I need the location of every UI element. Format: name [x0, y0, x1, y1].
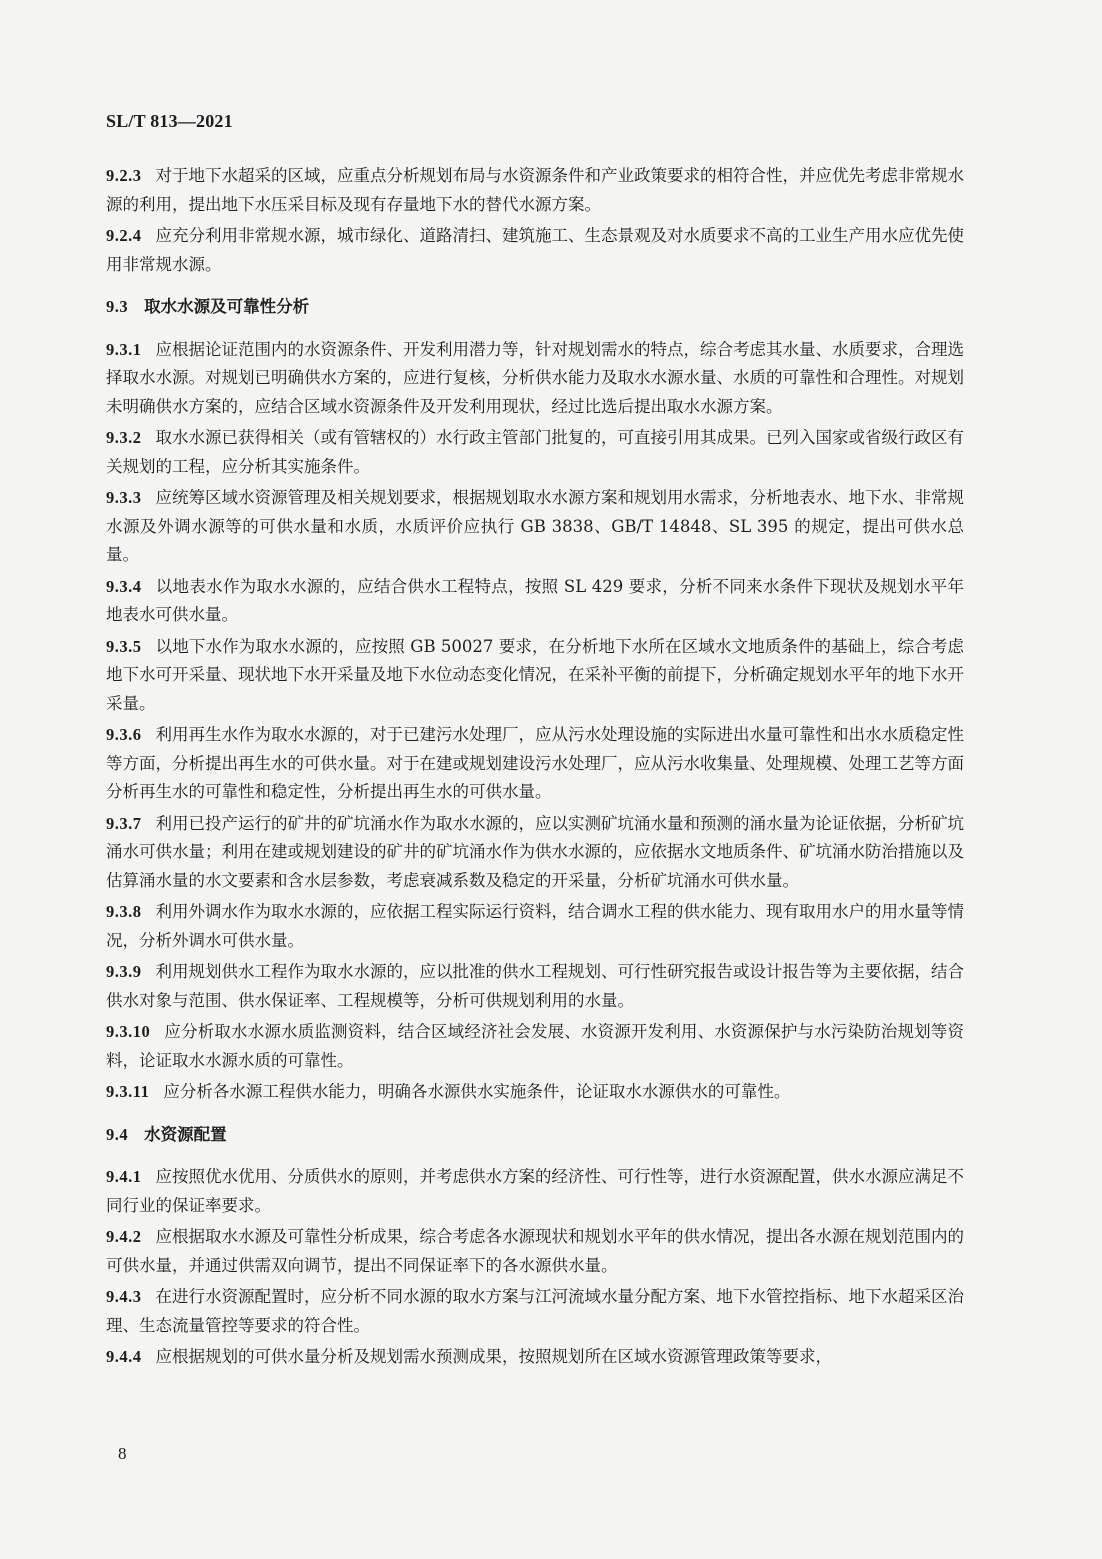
clause-text: 应根据论证范围内的水资源条件、开发利用潜力等，针对规划需水的特点，综合考虑其水量、水质要求，合理选择取水水源。对规划已明确供水方案的，应进行复核，分析供水能力及取水水源水量、水质的可靠性和合理性。对规划未明确供水方案的，应结合区域水资源条件及开发利用现状，经过比选后提出取水水源方案。: [106, 339, 964, 416]
clause-text: 应根据规划的可供水量分析及规划需水预测成果，按照规划所在区域水资源管理政策等要求，: [155, 1347, 832, 1366]
clause-number: 9.4.3: [106, 1287, 142, 1306]
clause-9-2-4: [106, 222, 964, 279]
clause-number: 9.3.5: [106, 636, 142, 656]
clause-number: 9.3.7: [106, 813, 142, 833]
clause-text: 应分析各水源工程供水能力，明确各水源供水实施条件，论证取水水源供水的可靠性。: [163, 1082, 791, 1101]
clause-number: 9.3.9: [106, 962, 142, 981]
clause-9-4-3: [106, 1283, 964, 1340]
section-number: 9.3: [106, 297, 129, 316]
clause-number: 9.4.2: [106, 1227, 142, 1246]
clause-text: 取水水源已获得相关（或有管辖权的）水行政主管部门批复的，可直接引用其成果。已列入国家或省级行政区有关规划的工程，应分析其实施条件。: [106, 428, 964, 476]
clause-text: 应分析取水水源水质监测资料，结合区域经济社会发展、水资源开发利用、水资源保护与水污染防治规划等资料，论证取水水源水质的可靠性。: [106, 1022, 964, 1070]
section-heading-9-4: [106, 1121, 964, 1150]
standard-code: SL/T 813—2021: [106, 111, 233, 131]
clause-9-3-4: [106, 573, 964, 630]
clause-number: 9.3.11: [106, 1082, 150, 1101]
clause-number: 9.3.6: [106, 725, 142, 744]
section-title: 取水水源及可靠性分析: [144, 297, 310, 316]
clause-9-3-6: [106, 721, 964, 807]
section-heading-9-3: [106, 293, 964, 322]
clause-9-4-4: [106, 1343, 964, 1372]
clause-number: 9.3.10: [106, 1022, 151, 1041]
clause-text: 应按照优水优用、分质供水的原则，并考虑供水方案的经济性、可行性等，进行水资源配置，供水水源应满足不同行业的保证率要求。: [106, 1167, 964, 1215]
clause-text: 利用再生水作为取水水源的，对于已建污水处理厂，应从污水处理设施的实际进出水量可靠性和出水水质稳定性等方面，分析提出再生水的可供水量。对于在建或规划建设污水处理厂，应从污水收集量、处理规模、处理工艺等方面分析再生水的可靠性和稳定性，分析提出再生水的可供水量。: [106, 725, 964, 801]
clause-9-2-3: [106, 162, 964, 219]
clause-text: 以地下水作为取水水源的，应按照 GB 50027 要求，在分析地下水所在区域水文地质条件的基础上，综合考虑地下水可开采量、现状地下水开采量及地下水位动态变化情况，在采补平衡的前提下，分析确定规划水平年的地下水开采量。: [106, 636, 964, 713]
page-content: [106, 162, 964, 1375]
clause-number: 9.3.8: [106, 902, 142, 921]
clause-number: 9.3.2: [106, 428, 142, 447]
clause-number: 9.4.1: [106, 1167, 142, 1186]
clause-text: 利用规划供水工程作为取水水源的，应以批准的供水工程规划、可行性研究报告或设计报告等为主要依据，结合供水对象与范围、供水保证率、工程规模等，分析可供规划利用的水量。: [106, 962, 964, 1010]
clause-9-3-2: [106, 424, 964, 481]
clause-text: 利用外调水作为取水水源的，应依据工程实际运行资料，结合调水工程的供水能力、现有取用水户的用水量等情况，分析外调水可供水量。: [106, 902, 964, 950]
clause-9-4-1: [106, 1163, 964, 1220]
clause-text: 利用已投产运行的矿井的矿坑涌水作为取水水源的，应以实测矿坑涌水量和预测的涌水量为论证依据，分析矿坑涌水可供水量；利用在建或规划建设的矿井的矿坑涌水作为供水水源的，应依据水文地质条件、矿坑涌水防治措施以及估算涌水量的水文要素和含水层参数，考虑衰减系数及稳定的开采量，分析矿坑涌水可供水量。: [106, 813, 964, 890]
clause-9-3-5: [106, 633, 964, 719]
clause-text: 在进行水资源配置时，应分析不同水源的取水方案与江河流域水量分配方案、地下水管控指标、地下水超采区治理、生态流量管控等要求的符合性。: [106, 1287, 964, 1335]
clause-text: 应统筹区域水资源管理及相关规划要求，根据规划取水水源方案和规划用水需求，分析地表水、地下水、非常规水源及外调水源等的可供水量和水质，水质评价应执行 GB 3838、GB/T 14848、SL 395 的规定，提出可供水总量。: [106, 488, 964, 564]
clause-text: 对于地下水超采的区域，应重点分析规划布局与水资源条件和产业政策要求的相符合性，并应优先考虑非常规水源的利用，提出地下水压采目标及现有存量地下水的替代水源方案。: [106, 166, 964, 214]
section-number: 9.4: [106, 1124, 129, 1144]
clause-number: 9.2.3: [106, 166, 142, 185]
clause-number: 9.3.4: [106, 576, 142, 596]
clause-9-3-11: [106, 1078, 964, 1107]
clause-9-3-1: [106, 336, 964, 422]
clause-number: 9.4.4: [106, 1347, 142, 1366]
clause-9-3-8: [106, 898, 964, 955]
page-number: 8: [118, 1444, 127, 1463]
clause-9-4-2: [106, 1223, 964, 1280]
clause-number: 9.2.4: [106, 226, 142, 245]
clause-number: 9.3.3: [106, 488, 142, 507]
clause-9-3-10: [106, 1018, 964, 1075]
clause-text: 以地表水作为取水水源的，应结合供水工程特点，按照 SL 429 要求，分析不同来水条件下现状及规划水平年地表水可供水量。: [106, 576, 964, 624]
clause-9-3-9: [106, 958, 964, 1015]
clause-text: 应根据取水水源及可靠性分析成果，综合考虑各水源现状和规划水平年的供水情况，提出各水源在规划范围内的可供水量，并通过供需双向调节，提出不同保证率下的各水源供水量。: [106, 1227, 964, 1275]
clause-text: 应充分利用非常规水源，城市绿化、道路清扫、建筑施工、生态景观及对水质要求不高的工业生产用水应优先使用非常规水源。: [106, 226, 964, 274]
section-title: 水资源配置: [144, 1124, 227, 1144]
clause-number: 9.3.1: [106, 339, 142, 359]
clause-9-3-3: [106, 484, 964, 570]
clause-9-3-7: [106, 810, 964, 896]
